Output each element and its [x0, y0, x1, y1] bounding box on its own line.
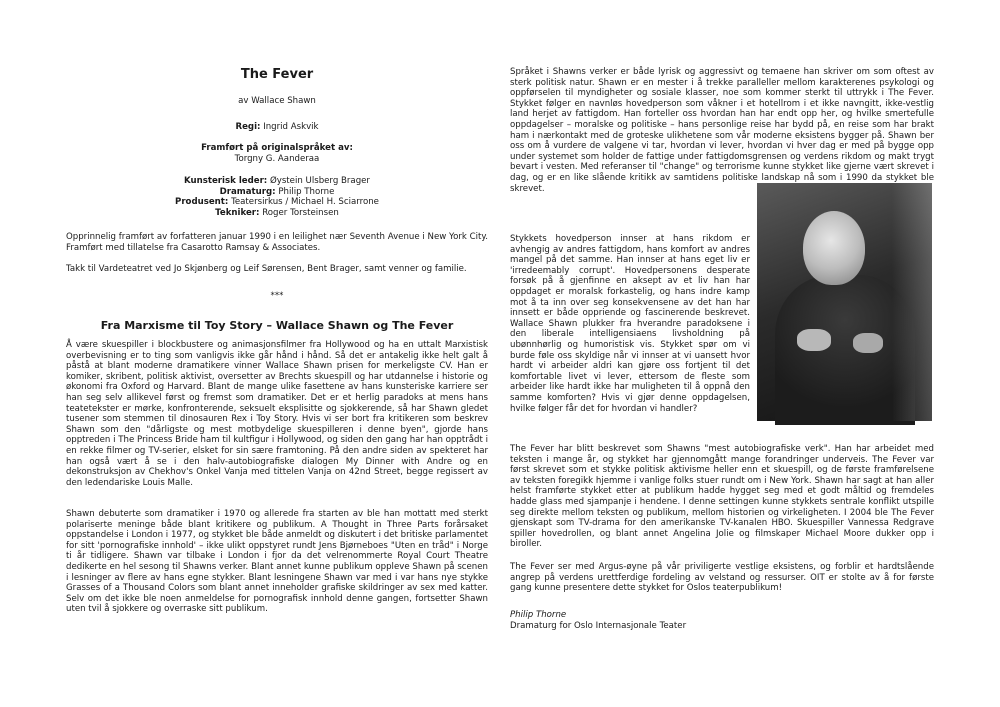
article-paragraph-5: The Fever har blitt beskrevet som Shawns "mest autobiografiske verk". Han har arbeidet med teksten i mange år, og stykket har gjennomgått mange forandringer underveis. The Fever var først skrevet som et stykke politisk aktivisme heller enn et skuespill, og de første framførelsene av teksten foregikk hjemme i vanlige folks stuer rundt om i New York. Shawn har sagt at han aller helst framførte stykket etter at publikum hadde hygget seg med et godt måltid og fremdeles hadde glass med sjampanje i hendene. I denne settingen kunne stykkets sentrale konflikt utspille seg direkte mellom teksten og publikum, mellom historien og virkeligheten. I 2004 ble The Fever gjenskapt som TV-drama for den amerikanske TV-kanalen HBO. Skuespiller Vannessa Redgrave spiller hovedrollen, og blant annet Angelina Jolie og filmskaper Michael Moore dukker opp i biroller.	[510, 444, 934, 550]
page-title: The Fever	[240, 67, 314, 82]
credit-dramaturg: Dramaturg: Philip Thorne	[219, 186, 335, 197]
premiere-note: Opprinnelig framført av forfatteren januar 1990 i en leilighet nær Seventh Avenue i New York City. Framført med tillatelse fra Casarotto Ramsay & Associates.	[66, 232, 488, 253]
thanks-note: Takk til Vardeteatret ved Jo Skjønberg og Leif Sørensen, Bent Brager, samt venner og familie.	[66, 264, 467, 274]
article-paragraph-3b	[510, 177, 750, 222]
credit-label: Framført på originalspråket av:	[201, 143, 353, 153]
credit-value: Ingrid Askvik	[263, 122, 319, 132]
article-paragraph-6: The Fever ser med Argus-øyne på vår priviligerte vestlige eksistens, og forblir et hardtslående angrep på verdens urettferdige fordeling av velstand og ressurser. OIT er stolte av å for første gang kunne presentere dette stykket for Oslos teaterpublikum!	[510, 562, 934, 594]
article-paragraph-2: Shawn debuterte som dramatiker i 1970 og allerede fra starten av ble han mottatt med sterkt polariserte meninge både blant kritikere og publikum. A Thought in Three Parts forårsaket oppstandelse i London i 1977, og stykket ble både anmeldt og diskutert i det britiske parlamentet for sitt 'pornografiske innhold' – ikke ulikt oppstyret rundt Jens Bjørneboes "Uten en tråd" i Norge ti år tidligere. Shawn var tilbake i London i fjor da det velrenommerte Royal Court Theatre dedikerte en hel sesong til Shawns verker. Blant annet kunne publikum oppleve Shawn på scenen i lesninger av flere av hans egne stykker. Blant lesningene Shawn var med i var hans nye stykke Grasses of a Thousand Colors som blant annet inneholder grafiske skildringer av sex med katter. Selv om det ikke ble noen anmeldelse for pornografisk innhold denne gangen, fortsetter Shawn uten tvil å sjokkere og overraske sitt publikum.	[66, 509, 488, 615]
article-paragraph-4: Stykkets hovedperson innser at hans rikdom er avhengig av andres fattigdom, hans komfort av andres mangel på det samme. Han innser at hans eget liv er 'irredeemably corrupt'. Hovedpersonens desperate forsøk på å gjenfinne en aksept av et liv han har oppdaget er moralsk forkastelig, og hans indre kamp mot å ta inn over seg konsekvensene av det han har innsett er både oppriende og fascinerende beskrevet. Wallace Shawn plukker fra hverandre paradoksene i den liberale intelligensiaens livsholdning på ubønnhørlig og humoristisk vis. Stykket spør om vi burde føle oss skyldige når vi innser at vi uansett hvor hardt vi arbeider aldri kan gjøre oss fortjent til det komfortable livet vi lever, ettersom de fleste som arbeider like hardt ikke har muligheten til å oppnå den samme komforten? Hvis vi gjør denne oppdagelsen, hvilke følger får det for hvordan vi handler?	[510, 234, 750, 414]
credit-tekniker: Tekniker: Roger Torsteinsen	[215, 207, 339, 218]
credit-framfort	[66, 143, 488, 164]
signature-name: Philip Thorne	[510, 610, 567, 620]
credit-produsent: Produsent: Teatersirkus / Michael H. Sciarrone	[175, 197, 379, 208]
credit-value: Torgny G. Aanderaa	[234, 153, 320, 164]
author-line: av Wallace Shawn	[238, 96, 316, 106]
portrait-photo	[757, 183, 932, 421]
credit-block	[66, 176, 488, 218]
credit-label: Regi:	[235, 122, 261, 132]
signature-role: Dramaturg for Oslo Internasjonale Teater	[510, 621, 687, 631]
credit-kunst: Kunsterisk leder: Øystein Ulsberg Brager	[184, 176, 370, 186]
credit-regi	[66, 122, 488, 133]
article-heading: Fra Marxisme til Toy Story – Wallace Shawn og The Fever	[100, 319, 454, 332]
separator: ***	[270, 291, 284, 301]
article-paragraph-1: Å være skuespiller i blockbustere og animasjonsfilmer fra Hollywood og ha en uttalt Marxistisk overbevisning er to ting som vanligvis ikke går hånd i hånd. Så det er antakelig ikke helt galt å påstå at blant moderne dramatikere vinner Wallace Shawn prisen for merkeligste CV. Han er komiker, skribent, politisk aktivist, oversetter av Brechts skuespill og har utdannelse i historie og økonomi fra Oxford og Harvard. Blant de mange ulike fasettene av hans kunsteriske karriere ser han seg selv allikevel først og fremst som dramatiker. Det er et herlig paradoks at mens hans teatetekster er mørke, konfronterende, seksuelt eksplisitte og sjokkerende, så har Shawn gledet tusener som stemmen til dinosauren Rex i Toy Story. Hvis vi ser bort fra kritikeren som beskrev Shawn som den "dårligste og mest motbydelige skuespilleren i denne byen", gjorde hans opptreden i The Princess Bride ham til kultfigur i Hollywood, og siden den gang har han opptrådt i en rekke filmer og TV-serier, elsket for sin sære framtoning. På den andre siden av spekteret har han også vært å se i den halv-autobiografiske dialogen My Dinner with Andre og en dekonstruksjon av Chekhov's Onkel Vanja med tittelen Vanja on 42nd Street, begge regissert av den ledendariske Louis Malle.	[66, 340, 488, 488]
article-paragraph-3a: Språket i Shawns verker er både lyrisk og aggressivt og temaene han skriver om som oftest av sterk politisk natur. Shawn er en mester i å trekke paralleller mellom karakterenes psykologi og oppførselen til myndigheter og sosiale klasser, noe som kommer sterkt til uttrykk i The Fever. Stykket følger en navnløs hovedperson som våkner i et hotellrom i et ikke navngitt, ikke-vestlig land herjet av fattigdom. Han forteller oss hvordan han har endt opp her, og hvilke smertefulle oppdagelser – moralske og politiske – hans personlige reise har bydd på, en reise som har brakt ham i nærkontakt med de groteske ulikhetene som vår moderne eksistens bygger på. Shawn ber oss om å vurdere de valgene vi tar, hvordan vi lever, hvordan vi hver dag er med på bygge opp under systemet som holder de fattige under fattigdomsgrensen og verdens rikdom og makt trygt bevart i vesten. Med referanser til "change" og terrorisme kunne stykket like gjerne vært skrevet i dag, og er en like slående kritikk av samtidens politiske landskap nå som i 1990 da stykket ble skrevet.	[510, 67, 934, 194]
